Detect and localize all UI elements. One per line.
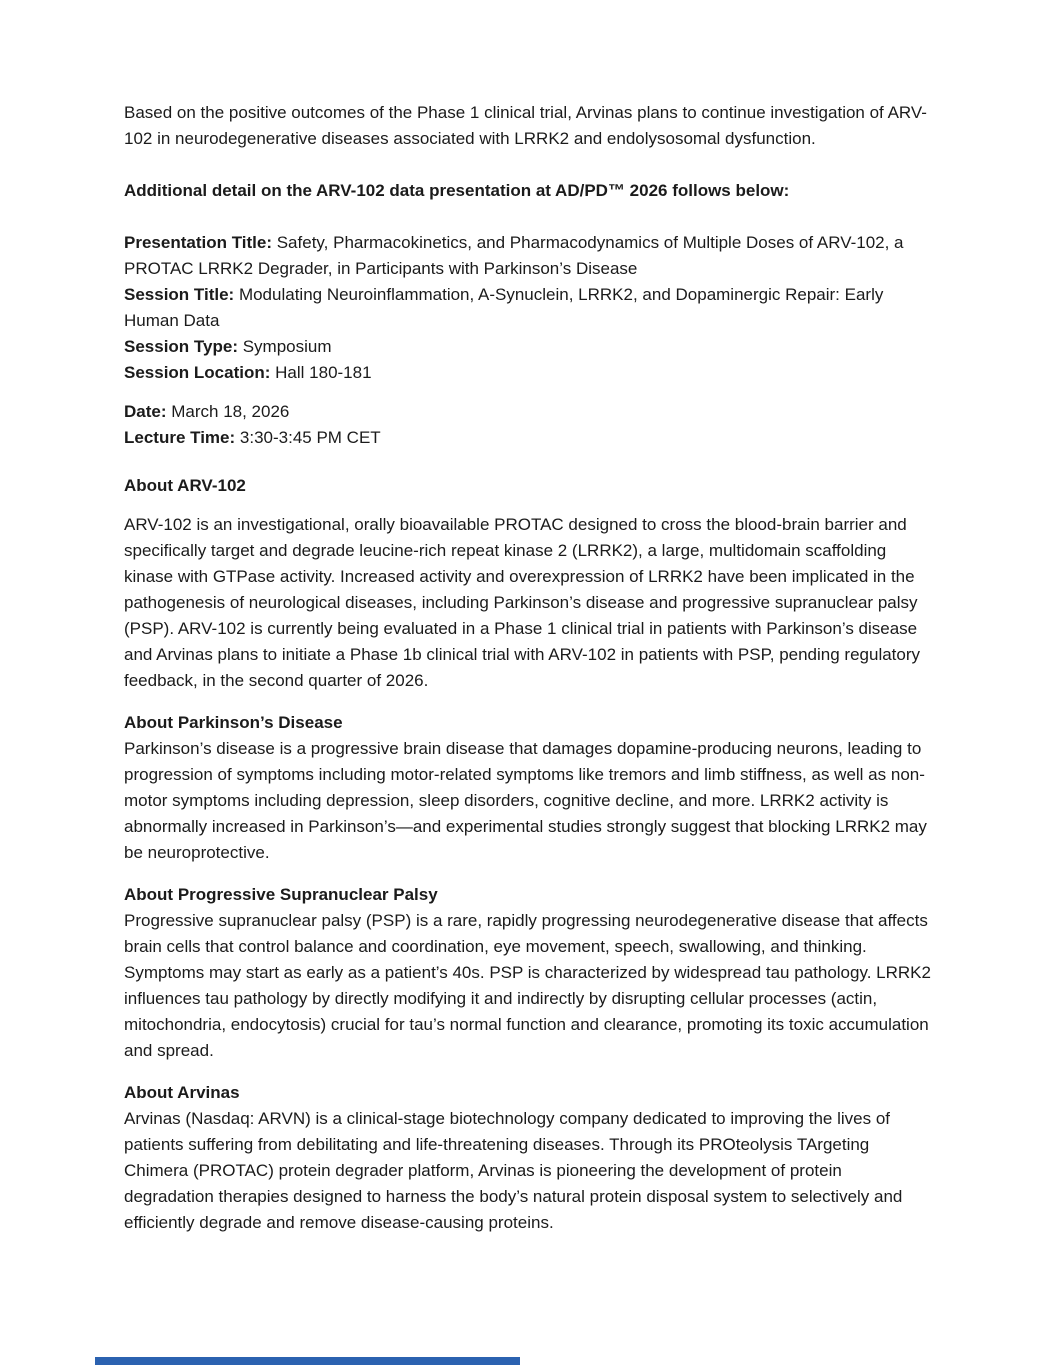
detail-session-title (124, 282, 932, 334)
section-heading-about-arvinas: About Arvinas (124, 1083, 240, 1102)
detail-session-type (124, 334, 932, 360)
schedule-date (124, 399, 932, 425)
schedule-value-lecture-time: 3:30-3:45 PM CET (235, 428, 381, 447)
detail-label-session-location: Session Location: (124, 363, 271, 382)
document-content (124, 100, 932, 1236)
detail-label-presentation-title: Presentation Title: (124, 233, 272, 252)
schedule-block (124, 399, 932, 451)
presentation-detail-heading: Additional detail on the ARV-102 data presentation at AD/PD™ 2026 follows below: (124, 181, 790, 200)
section-heading-about-parkinsons: About Parkinson’s Disease (124, 713, 343, 732)
detail-value-session-title: Modulating Neuroinflammation, A-Synuclein, LRRK2, and Dopaminergic Repair: Early Human Data (124, 285, 884, 330)
schedule-label-date: Date: (124, 402, 167, 421)
schedule-label-lecture-time: Lecture Time: (124, 428, 236, 447)
bottom-partial-link-bar[interactable] (95, 1357, 520, 1365)
detail-value-session-location: Hall 180-181 (270, 363, 372, 382)
schedule-value-date: March 18, 2026 (166, 402, 290, 421)
schedule-lecture-time (124, 425, 932, 451)
section-body-about-psp: Progressive supranuclear palsy (PSP) is a rare, rapidly progressing neurodegenerative disease that affects brain cells that control balance and coordination, eye movement, speech, swallowing, and thinking. Symptoms may start as early as a patient’s 40s. PSP is characterized by widespread tau pathology. LRRK2 influences tau pathology by directly modifying it and indirectly by disrupting cellular processes (actin, mitochondria, endocytosis) crucial for tau’s normal function and clearance, promoting its toxic accumulation and spread. (124, 911, 931, 1060)
section-heading-about-arv102: About ARV-102 (124, 476, 246, 495)
section-body-about-arvinas: Arvinas (Nasdaq: ARVN) is a clinical-stage biotechnology company dedicated to improving the lives of patients suffering from debilitating and life-threatening diseases. Through its PROteolysis TArgeting Chimera (PROTAC) protein degrader platform, Arvinas is pioneering the development of protein degradation therapies designed to harness the body’s natural protein disposal system to selectively and efficiently degrade and remove disease-causing proteins. (124, 1109, 903, 1232)
section-body-about-parkinsons: Parkinson’s disease is a progressive brain disease that damages dopamine-producing neurons, leading to progression of symptoms including motor-related symptoms like tremors and limb stiffness, as well as non-motor symptoms including depression, sleep disorders, cognitive decline, and more. LRRK2 activity is abnormally increased in Parkinson’s—and experimental studies strongly suggest that blocking LRRK2 may be neuroprotective. (124, 739, 927, 862)
detail-value-session-type: Symposium (238, 337, 332, 356)
detail-label-session-title: Session Title: (124, 285, 235, 304)
detail-presentation-title (124, 230, 932, 282)
intro-paragraph: Based on the positive outcomes of the Phase 1 clinical trial, Arvinas plans to continue investigation of ARV-102 in neurodegenerative diseases associated with LRRK2 and endolysosomal dysfunction. (124, 103, 927, 148)
detail-label-session-type: Session Type: (124, 337, 238, 356)
detail-value-presentation-title: Safety, Pharmacokinetics, and Pharmacodynamics of Multiple Doses of ARV-102, a PROTAC LRRK2 Degrader, in Participants with Parkinson’s Disease (124, 233, 904, 278)
section-heading-about-psp: About Progressive Supranuclear Palsy (124, 885, 438, 904)
session-details-block (124, 230, 932, 386)
section-body-about-arv102: ARV-102 is an investigational, orally bioavailable PROTAC designed to cross the blood-brain barrier and specifically target and degrade leucine-rich repeat kinase 2 (LRRK2), a large, multidomain scaffolding kinase with GTPase activity. Increased activity and overexpression of LRRK2 have been implicated in the pathogenesis of neurological diseases, including Parkinson’s disease and progressive supranuclear palsy (PSP). ARV-102 is currently being evaluated in a Phase 1 clinical trial in patients with Parkinson’s disease and Arvinas plans to initiate a Phase 1b clinical trial with ARV-102 in patients with PSP, pending regulatory feedback, in the second quarter of 2026. (124, 515, 921, 690)
detail-session-location (124, 360, 932, 386)
